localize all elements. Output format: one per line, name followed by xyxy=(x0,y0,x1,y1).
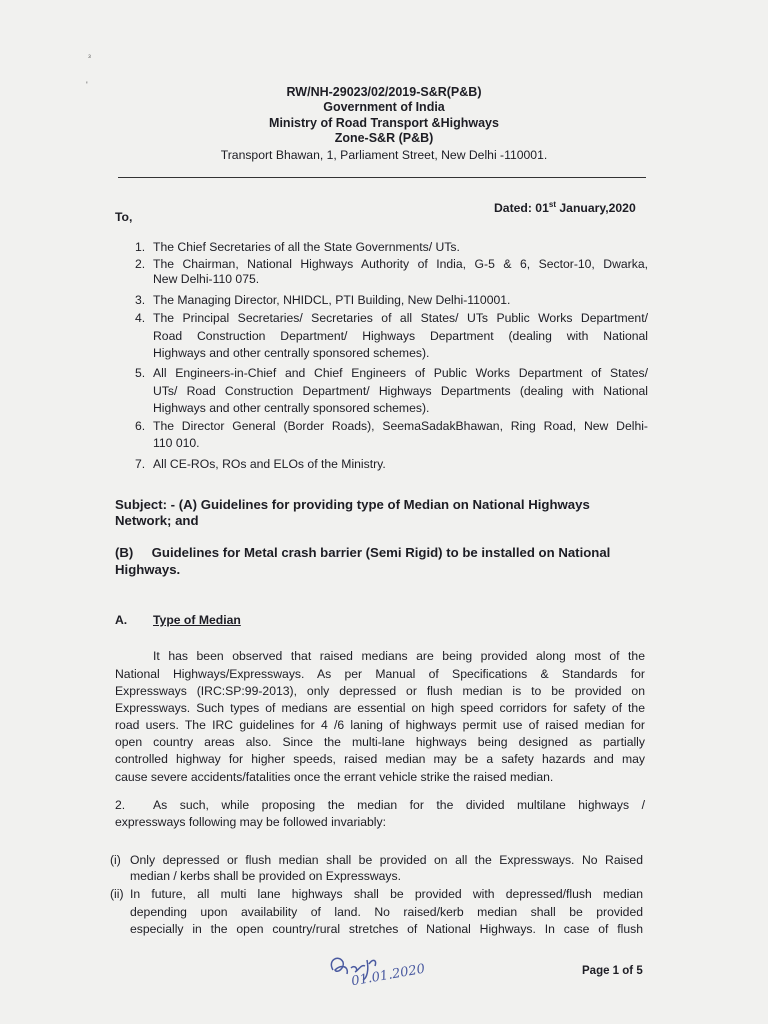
signature-date: 01.01.2020 xyxy=(350,961,427,990)
subject-a-line2: Network; and xyxy=(115,513,199,528)
addressee-line: All CE-ROs, ROs and ELOs of the Ministry. xyxy=(153,457,386,471)
addressee-line: The Principal Secretaries/ Secretaries of all States/ UTs Public Works Department/ xyxy=(153,311,648,325)
item-line: depending upon availability of land. No raised/kerb median shall be provided xyxy=(130,905,643,919)
dated-suffix: January,2020 xyxy=(556,201,636,216)
item-number: (ii) xyxy=(110,887,124,901)
handwritten-signature xyxy=(325,950,427,991)
dated-line xyxy=(494,196,636,217)
addressee-line: Highways and other centrally sponsored schemes). xyxy=(153,346,430,360)
addressee-line: The Managing Director, NHIDCL, PTI Building, New Delhi-110001. xyxy=(153,293,511,307)
addressee-line: Road Construction Department/ Highways Department (dealing with National xyxy=(153,329,648,343)
paragraph-line: cause severe accidents/fatalities once the errant vehicle strike the raised median. xyxy=(115,770,554,784)
addressee-number: 5. xyxy=(135,366,146,380)
addressee-line: The Chief Secretaries of all the State Governments/ UTs. xyxy=(153,240,460,254)
section-a-title: Type of Median xyxy=(153,613,241,627)
paragraph-line: open country areas also. Since the multi-lane highways being designed as partially xyxy=(115,735,645,749)
office-address: Transport Bhawan, 1, Parliament Street, New Delhi -110001. xyxy=(220,148,548,162)
item-line: median / kerbs shall be provided on Expressways. xyxy=(130,869,401,883)
scan-speck: ᵌ xyxy=(88,52,91,62)
section-a-number: A. xyxy=(115,613,128,627)
item-line: In future, all multi lane highways shall be provided with depressed/flush median xyxy=(130,887,643,901)
reference-number: RW/NH-29023/02/2019-S&R(P&B) xyxy=(286,85,482,99)
scan-speck: ' xyxy=(86,80,88,90)
page-number: Page 1 of 5 xyxy=(582,965,643,977)
addressee-number: 3. xyxy=(135,293,146,307)
addressee-line: UTs/ Road Construction Department/ Highways Departments (dealing with National xyxy=(153,384,648,398)
paragraph-line: road users. The IRC guidelines for 4 /6 laning of highways permit use of raised median for xyxy=(115,718,645,732)
addressee-line: 110 010. xyxy=(153,436,200,450)
paragraph-line: As such, while proposing the median for the divided multilane highways / xyxy=(153,798,645,812)
subject-b-line1: (B) Guidelines for Metal crash barrier (Semi Rigid) to be installed on National xyxy=(115,545,611,560)
ministry-name: Ministry of Road Transport &Highways xyxy=(269,116,499,130)
addressee-line: Highways and other centrally sponsored schemes). xyxy=(153,401,430,415)
paragraph-line: expressways following may be followed invariably: xyxy=(115,815,386,829)
addressee-number: 2. xyxy=(135,257,146,271)
header-divider xyxy=(118,177,646,178)
item-line: Only depressed or flush median shall be provided on all the Expressways. No Raised xyxy=(130,853,643,867)
addressee-line: The Chairman, National Highways Authority of India, G-5 & 6, Sector-10, Dwarka, xyxy=(153,257,648,271)
addressee-line: All Engineers-in-Chief and Chief Engineers of Public Works Department of States/ xyxy=(153,366,648,380)
dated-prefix: Dated: 01 xyxy=(494,201,549,216)
addressee-number: 6. xyxy=(135,419,146,433)
dated-sup: st xyxy=(548,200,556,209)
subject-b-line2: Highways. xyxy=(115,562,181,577)
addressee-line: New Delhi-110 075. xyxy=(153,272,260,286)
item-line: especially in the open country/rural stretches of National Highways. In case of flush xyxy=(130,922,643,936)
addressee-line: The Director General (Border Roads), SeemaSadakBhawan, Ring Road, New Delhi- xyxy=(153,419,648,433)
paragraph-line: National Highways/Expressways. As per Manual of Specifications & Standards for xyxy=(115,667,645,681)
item-number: (i) xyxy=(110,853,121,867)
addressee-number: 7. xyxy=(135,457,146,471)
paragraph-line: It has been observed that raised medians are being provided along most of the xyxy=(153,649,645,663)
paragraph-line: controlled highway for higher speeds, raised median may be a safety hazards and may xyxy=(115,752,645,766)
addressee-number: 1. xyxy=(135,240,146,254)
addressee-number: 4. xyxy=(135,311,146,325)
paragraph-line: Expressways. Such types of medians are essential on high speed corridors for safety of the xyxy=(115,701,645,715)
subject-a-line1: Subject: - (A) Guidelines for providing type of Median on National Highways xyxy=(115,497,590,512)
para-2-number: 2. xyxy=(115,798,126,812)
government-name: Government of India xyxy=(323,100,445,114)
paragraph-line: Expressways (IRC:SP:99-2013), only depressed or flush median is to be provided on xyxy=(115,684,645,698)
zone-name: Zone-S&R (P&B) xyxy=(334,131,434,145)
to-label: To, xyxy=(115,210,133,224)
